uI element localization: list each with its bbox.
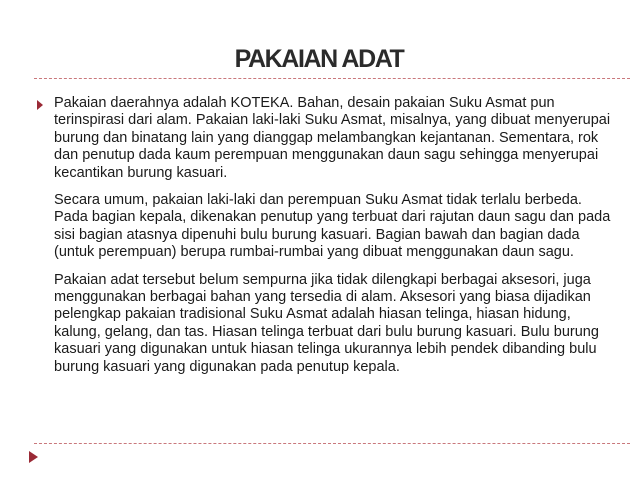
paragraph-koteka: Pakaian daerahnya adalah KOTEKA. Bahan, desain pakaian Suku Asmat pun terinspirasi dari alam. Pakaian laki-laki Suku Asmat, misalnya, yang dibuat menyerupai burung dan binatang lain yang dianggap melambangkan kejantanan. Sementara, rok dan penutup dada kaum perempuan menggunakan daun sagu sehingga menyerupai kecantikan burung kasuari. — [54, 95, 611, 181]
slide-body — [54, 95, 614, 386]
top-divider — [34, 78, 630, 79]
paragraph-aksesori: Pakaian adat tersebut belum sempurna jika tidak dilengkapi berbagai aksesori, juga menggunakan berbagai bahan yang tersedia di alam. Aksesori yang biasa dijadikan pelengkap pakaian tradisional Suku Asmat adalah hiasan telinga, hiasan hidung, kalung, gelang, dan tas. Hiasan telinga terbuat dari bulu burung kasuari. Bulu burung kasuari yang digunakan untuk hiasan telinga ukurannya lebih pendek dibanding bulu burung kasuari yang digunakan pada penutup kepala. — [54, 271, 599, 375]
triangle-right-icon — [37, 100, 43, 110]
slide-title: PAKAIAN ADAT — [234, 45, 404, 73]
next-slide-arrow-icon[interactable] — [29, 451, 38, 463]
paragraph-umum: Secara umum, pakaian laki-laki dan perempuan Suku Asmat tidak terlalu berbeda. Pada bagian kepala, dikenakan penutup yang terbuat dari rajutan daun sagu dan pada sisi bagian atasnya dipenuhi bulu burung kasuari. Bagian bawah dan bagian dada (untuk perempuan) berupa rumbai-rumbai yang dibuat menggunakan daun sagu. — [54, 192, 611, 261]
bottom-divider — [34, 443, 630, 444]
